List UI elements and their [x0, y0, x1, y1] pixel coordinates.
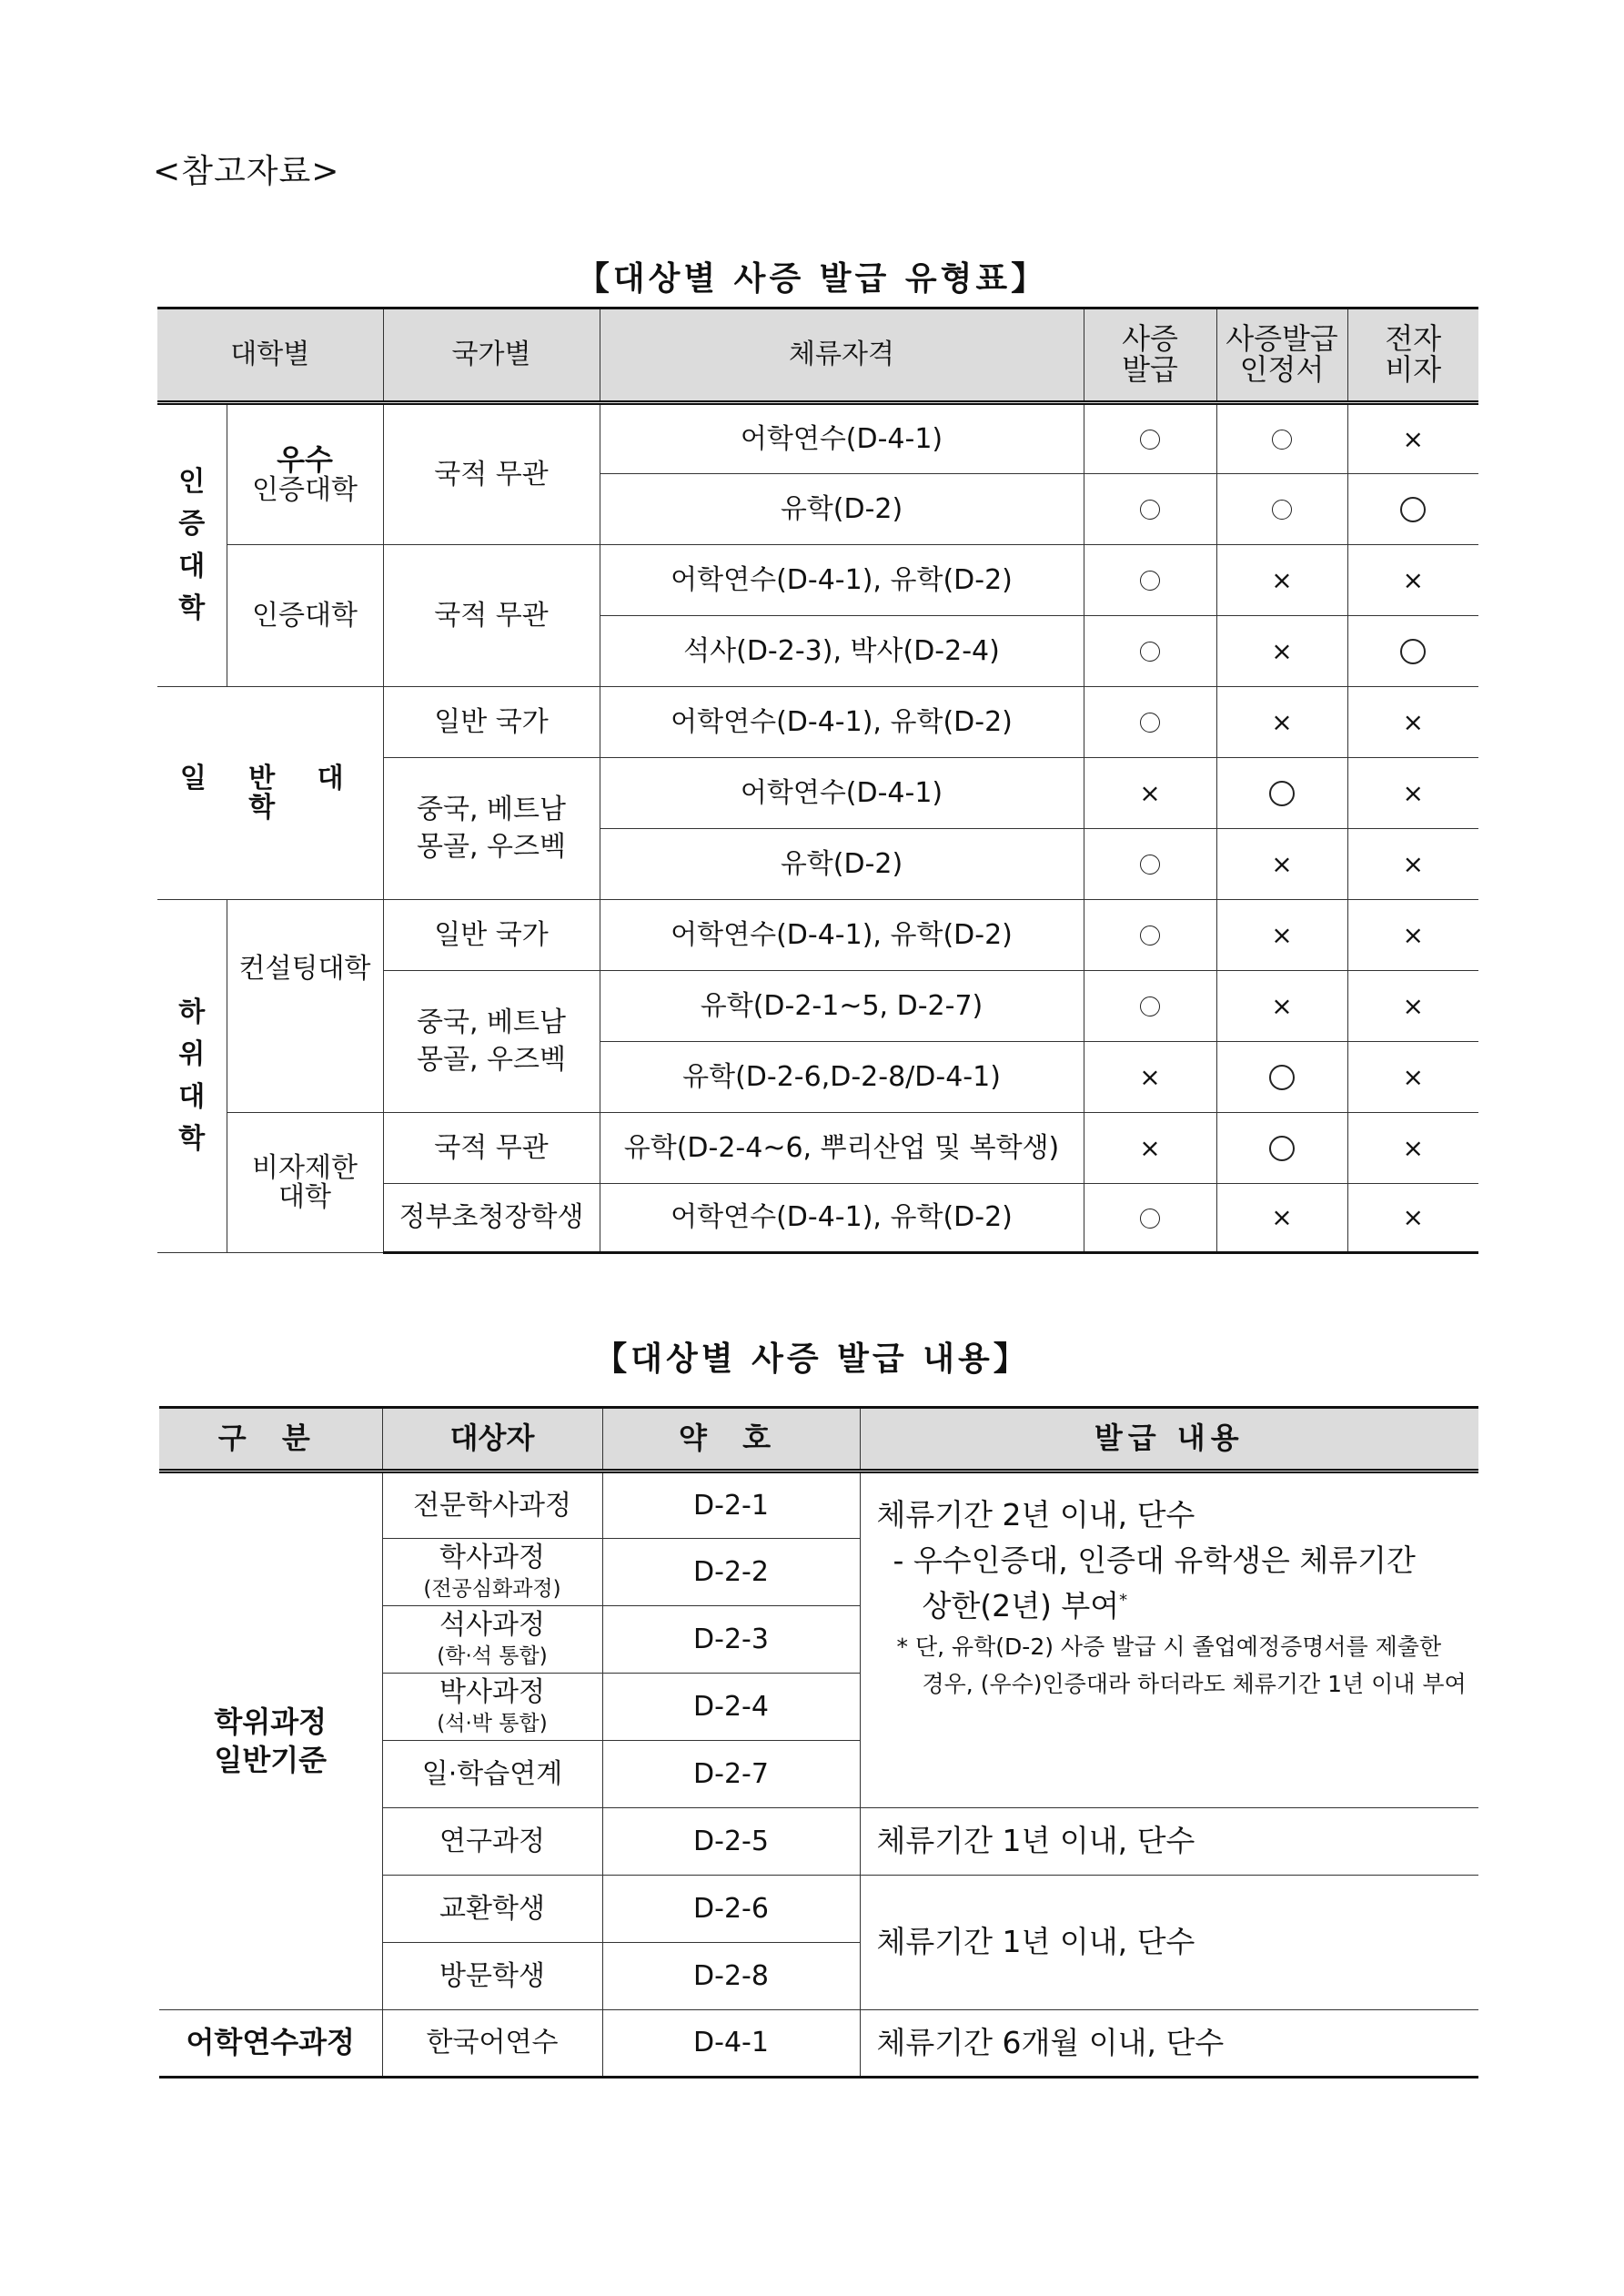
- target-cell: 연구과정: [382, 1808, 602, 1876]
- reference-label: <참고자료>: [153, 153, 340, 190]
- country-special-1: 중국, 베트남 몽골, 우즈벡: [383, 758, 600, 900]
- code-cell: D-2-3: [602, 1606, 860, 1674]
- evisa-cell: ×: [1347, 971, 1478, 1042]
- visa-cell: [1084, 545, 1216, 616]
- group-general: 일 반 대 학: [157, 687, 383, 900]
- table-row: [157, 403, 1478, 474]
- circle-mark-icon: [1400, 497, 1426, 522]
- content-note: * 단, 유학(D-2) 사증 발급 시 졸업예정증명서를 제출한 경우, (우수)인증대라 하더라도 체류기간 1년 이내 부여: [896, 1633, 1467, 1698]
- group-excellent-label: 인증대학: [252, 473, 358, 506]
- evisa-cell: [1347, 616, 1478, 687]
- status-cell: 유학(D-2-4~6, 뿌리산업 및 복학생): [600, 1113, 1084, 1184]
- code-cell: D-2-4: [602, 1674, 860, 1741]
- visa-content-table: [159, 1406, 1478, 2079]
- evisa-cell: ×: [1347, 687, 1478, 758]
- target-cell: 전문학사과정: [382, 1472, 602, 1539]
- circle-mark-icon: [1140, 1209, 1160, 1229]
- status-cell: 어학연수(D-4-1), 유학(D-2): [600, 687, 1084, 758]
- header-status: 체류자격: [600, 308, 1084, 403]
- target-cell: [382, 1539, 602, 1606]
- code-cell: D-4-1: [602, 2010, 860, 2078]
- visa-cell: [1084, 1184, 1216, 1253]
- code-cell: D-2-1: [602, 1472, 860, 1539]
- content-sub: - 우수인증대, 인증대 유학생은 체류기간: [893, 1542, 1416, 1579]
- content-main: 체류기간 2년 이내, 단수: [876, 1497, 1195, 1532]
- status-cell: 유학(D-2-6,D-2-8/D-4-1): [600, 1042, 1084, 1113]
- table-row: [157, 687, 1478, 758]
- target-label: 석사과정: [439, 1609, 545, 1641]
- evisa-cell: ×: [1347, 900, 1478, 971]
- evisa-cell: ×: [1347, 545, 1478, 616]
- header-country: 국가별: [383, 308, 600, 403]
- cert-cell: ×: [1216, 545, 1347, 616]
- group-excellent: 우수 인증대학: [227, 403, 383, 545]
- cert-cell: [1216, 1113, 1347, 1184]
- cert-cell: ×: [1216, 971, 1347, 1042]
- visa-cell: [1084, 971, 1216, 1042]
- visa-cell: [1084, 829, 1216, 900]
- content-degree: [860, 1472, 1478, 1808]
- evisa-cell: ×: [1347, 403, 1478, 474]
- code-cell: D-2-8: [602, 1943, 860, 2010]
- status-cell: 어학연수(D-4-1): [600, 758, 1084, 829]
- circle-mark-icon: [1140, 996, 1160, 1017]
- country-special-2: 중국, 베트남 몽골, 우즈벡: [383, 971, 600, 1113]
- header-category: 구 분: [159, 1408, 382, 1472]
- group-certified-univ: 인증대학: [227, 545, 383, 687]
- cert-cell: ×: [1216, 687, 1347, 758]
- content-research: 체류기간 1년 이내, 단수: [860, 1808, 1478, 1876]
- group-restricted: 비자제한 대학: [227, 1113, 383, 1253]
- circle-mark-icon: [1140, 500, 1160, 520]
- table1-title: 【대상별 사증 발급 유형표】: [576, 260, 1048, 298]
- target-sub: (전공심화과정): [423, 1576, 561, 1601]
- table-row: [157, 900, 1478, 971]
- status-cell: 어학연수(D-4-1), 유학(D-2): [600, 545, 1084, 616]
- cert-cell: ×: [1216, 616, 1347, 687]
- cert-cell: [1216, 758, 1347, 829]
- circle-mark-icon: [1269, 781, 1295, 806]
- header-content: 발급 내용: [860, 1408, 1478, 1472]
- circle-mark-icon: [1140, 713, 1160, 733]
- visa-cell: ×: [1084, 1042, 1216, 1113]
- cert-cell: ×: [1216, 1184, 1347, 1253]
- evisa-cell: ×: [1347, 1184, 1478, 1253]
- circle-mark-icon: [1400, 639, 1426, 664]
- table1-header-row: [157, 308, 1478, 403]
- content-exchange: 체류기간 1년 이내, 단수: [860, 1876, 1478, 2010]
- group-certified: 인 증 대 학: [157, 403, 227, 687]
- content-sub-2: [877, 1583, 1470, 1629]
- cert-cell: [1216, 1042, 1347, 1113]
- table2-header-row: [159, 1408, 1478, 1472]
- evisa-cell: ×: [1347, 829, 1478, 900]
- cert-cell: ×: [1216, 829, 1347, 900]
- category-language: 어학연수과정: [159, 2010, 382, 2078]
- target-label: 박사과정: [439, 1676, 545, 1708]
- table2-title: 【대상별 사증 발급 내용】: [594, 1340, 1030, 1378]
- circle-mark-icon: [1140, 430, 1160, 450]
- country-any-3: 국적 무관: [383, 1113, 600, 1184]
- cert-cell: [1216, 403, 1347, 474]
- circle-mark-icon: [1269, 1065, 1295, 1090]
- header-target: 대상자: [382, 1408, 602, 1472]
- target-sub: (학·석 통합): [437, 1644, 548, 1668]
- cert-cell: ×: [1216, 900, 1347, 971]
- evisa-cell: ×: [1347, 1042, 1478, 1113]
- visa-cell: [1084, 616, 1216, 687]
- evisa-cell: ×: [1347, 758, 1478, 829]
- status-cell: 유학(D-2): [600, 474, 1084, 545]
- category-degree: 학위과정 일반기준: [159, 1472, 382, 2010]
- table-row: [157, 1113, 1478, 1184]
- visa-cell: [1084, 403, 1216, 474]
- visa-cell: [1084, 474, 1216, 545]
- table-row: [159, 2010, 1478, 2078]
- visa-cell: ×: [1084, 1113, 1216, 1184]
- target-cell: [382, 1606, 602, 1674]
- header-visa-issue: 사증 발급: [1084, 308, 1216, 403]
- table-row: [157, 545, 1478, 616]
- status-cell: 어학연수(D-4-1), 유학(D-2): [600, 1184, 1084, 1253]
- status-cell: 유학(D-2-1~5, D-2-7): [600, 971, 1084, 1042]
- status-cell: 유학(D-2): [600, 829, 1084, 900]
- target-label: 학사과정: [439, 1542, 545, 1573]
- status-cell: 어학연수(D-4-1), 유학(D-2): [600, 900, 1084, 971]
- circle-mark-icon: [1140, 925, 1160, 946]
- visa-type-table: [157, 307, 1478, 1254]
- country-any-2: 국적 무관: [383, 545, 600, 687]
- header-e-visa: 전자 비자: [1347, 308, 1478, 403]
- country-any-1: 국적 무관: [383, 403, 600, 545]
- target-cell: [382, 1674, 602, 1741]
- code-cell: D-2-5: [602, 1808, 860, 1876]
- group-consulting: 컨설팅대학: [227, 900, 383, 1113]
- content-footnote-mark: *: [1119, 1590, 1128, 1610]
- status-cell: 어학연수(D-4-1): [600, 403, 1084, 474]
- evisa-cell: [1347, 474, 1478, 545]
- visa-cell: [1084, 900, 1216, 971]
- content-language: 체류기간 6개월 이내, 단수: [860, 2010, 1478, 2078]
- circle-mark-icon: [1140, 855, 1160, 875]
- country-general-2: 일반 국가: [383, 900, 600, 971]
- header-code: 약 호: [602, 1408, 860, 1472]
- status-cell: 석사(D-2-3), 박사(D-2-4): [600, 616, 1084, 687]
- circle-mark-icon: [1140, 571, 1160, 591]
- table-row: [159, 1472, 1478, 1539]
- circle-mark-icon: [1272, 500, 1292, 520]
- code-cell: D-2-2: [602, 1539, 860, 1606]
- country-general-1: 일반 국가: [383, 687, 600, 758]
- target-cell: 한국어연수: [382, 2010, 602, 2078]
- group-lower: 하 위 대 학: [157, 900, 227, 1253]
- code-cell: D-2-6: [602, 1876, 860, 1943]
- visa-cell: ×: [1084, 758, 1216, 829]
- target-cell: 방문학생: [382, 1943, 602, 2010]
- target-sub: (석·박 통합): [437, 1711, 548, 1735]
- target-cell: 일·학습연계: [382, 1741, 602, 1808]
- cert-cell: [1216, 474, 1347, 545]
- content-sub-2-text: 상한(2년) 부여: [922, 1587, 1120, 1623]
- target-cell: 교환학생: [382, 1876, 602, 1943]
- circle-mark-icon: [1140, 642, 1160, 662]
- header-university: 대학별: [157, 308, 383, 403]
- circle-mark-icon: [1272, 430, 1292, 450]
- code-cell: D-2-7: [602, 1741, 860, 1808]
- evisa-cell: ×: [1347, 1113, 1478, 1184]
- circle-mark-icon: [1269, 1136, 1295, 1161]
- visa-cell: [1084, 687, 1216, 758]
- header-visa-cert: 사증발급 인정서: [1216, 308, 1347, 403]
- country-gov: 정부초청장학생: [383, 1184, 600, 1253]
